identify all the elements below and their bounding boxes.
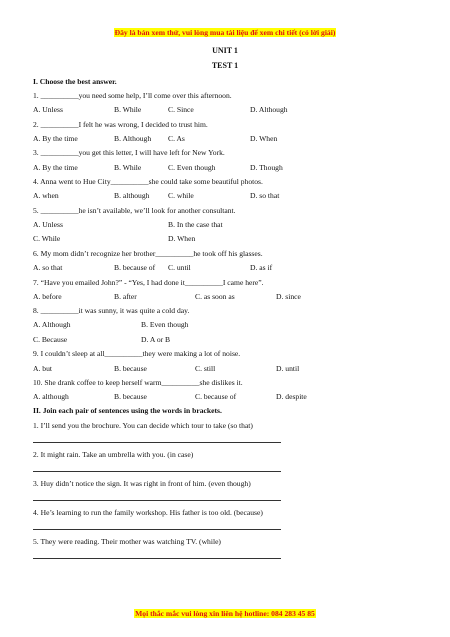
q5-option-b: B. In the case that <box>168 220 223 229</box>
answer-line-2 <box>33 471 281 472</box>
q1-option-b: B. While <box>114 105 142 114</box>
question-1: 1. __________you need some help, I’ll come over this afternoon. <box>33 91 232 100</box>
q6-option-d: D. as if <box>250 263 273 272</box>
q10-option-b: B. because <box>114 392 147 401</box>
q5-option-a: A. Unless <box>33 220 63 229</box>
q10-option-c: C. because of <box>195 392 237 401</box>
answer-line-1 <box>33 442 281 443</box>
test-title: TEST 1 <box>211 61 239 70</box>
q2-option-b: B. Although <box>114 134 152 143</box>
q1-option-a: A. Unless <box>33 105 63 114</box>
question-7: 7. “Have you emailed John?” - “Yes, I had done it__________I came here”. <box>33 278 264 287</box>
q3-option-a: A. By the time <box>33 163 78 172</box>
join-sentence-3: 3. Huy didn’t notice the sign. It was right in front of him. (even though) <box>33 479 251 488</box>
section-1-heading: I. Choose the best answer. <box>33 77 117 86</box>
q4-option-a: A. when <box>33 191 59 200</box>
q4-option-c: C. while <box>168 191 194 200</box>
q3-option-d: D. Though <box>250 163 283 172</box>
hotline-footer: Mọi thắc mắc vui lòng xin liên hệ hotline: 084 283 45 85 <box>135 609 315 618</box>
q6-option-b: B. because of <box>114 263 156 272</box>
q2-option-c: C. As <box>168 134 185 143</box>
join-sentence-1: 1. I’ll send you the brochure. You can decide which tour to take (so that) <box>33 421 253 430</box>
preview-banner: Đây là bản xem thử, vui lòng mua tài liệu để xem chi tiết (có lời giải) <box>114 28 336 37</box>
answer-line-5 <box>33 558 281 559</box>
q8-option-c: C. Because <box>33 335 68 344</box>
q7-option-a: A. before <box>33 292 62 301</box>
q1-option-d: D. Although <box>250 105 288 114</box>
q8-option-d: D. A or B <box>141 335 171 344</box>
question-3: 3. __________you get this letter, I will have left for New York. <box>33 148 225 157</box>
answer-line-3 <box>33 500 281 501</box>
q5-option-c: C. While <box>33 234 61 243</box>
q6-option-a: A. so that <box>33 263 63 272</box>
q6-option-c: C. until <box>168 263 191 272</box>
q5-option-d: D. When <box>168 234 196 243</box>
q7-option-d: D. since <box>276 292 301 301</box>
q1-option-c: C. Since <box>168 105 194 114</box>
q2-option-a: A. By the time <box>33 134 78 143</box>
q9-option-c: C. still <box>195 364 216 373</box>
q8-option-b: B. Even though <box>141 320 189 329</box>
question-8: 8. __________it was sunny, it was quite a cold day. <box>33 306 190 315</box>
q7-option-b: B. after <box>114 292 137 301</box>
answer-line-4 <box>33 529 281 530</box>
q9-option-a: A. but <box>33 364 52 373</box>
q7-option-c: C. as soon as <box>195 292 235 301</box>
section-2-heading: II. Join each pair of sentences using the words in brackets. <box>33 406 222 415</box>
q2-option-d: D. When <box>250 134 278 143</box>
q8-option-a: A. Although <box>33 320 71 329</box>
q3-option-b: B. While <box>114 163 142 172</box>
question-10: 10. She drank coffee to keep herself warm__________she dislikes it. <box>33 378 243 387</box>
question-2: 2. __________I felt he was wrong, I decided to trust him. <box>33 120 208 129</box>
question-9: 9. I couldn’t sleep at all__________they were making a lot of noise. <box>33 349 241 358</box>
q4-option-d: D. so that <box>250 191 280 200</box>
q4-option-b: B. although <box>114 191 150 200</box>
unit-title: UNIT 1 <box>212 46 238 55</box>
join-sentence-4: 4. He’s learning to run the family workshop. His father is too old. (because) <box>33 508 263 517</box>
q3-option-c: C. Even though <box>168 163 216 172</box>
join-sentence-5: 5. They were reading. Their mother was watching TV. (while) <box>33 537 221 546</box>
question-4: 4. Anna went to Hue City__________she could take some beautiful photos. <box>33 177 263 186</box>
question-5: 5. __________he isn’t available, we’ll look for another consultant. <box>33 206 236 215</box>
q9-option-b: B. because <box>114 364 147 373</box>
join-sentence-2: 2. It might rain. Take an umbrella with you. (in case) <box>33 450 194 459</box>
q10-option-d: D. despite <box>276 392 307 401</box>
q9-option-d: D. until <box>276 364 300 373</box>
q10-option-a: A. although <box>33 392 69 401</box>
question-6: 6. My mom didn’t recognize her brother__________he took off his glasses. <box>33 249 263 258</box>
